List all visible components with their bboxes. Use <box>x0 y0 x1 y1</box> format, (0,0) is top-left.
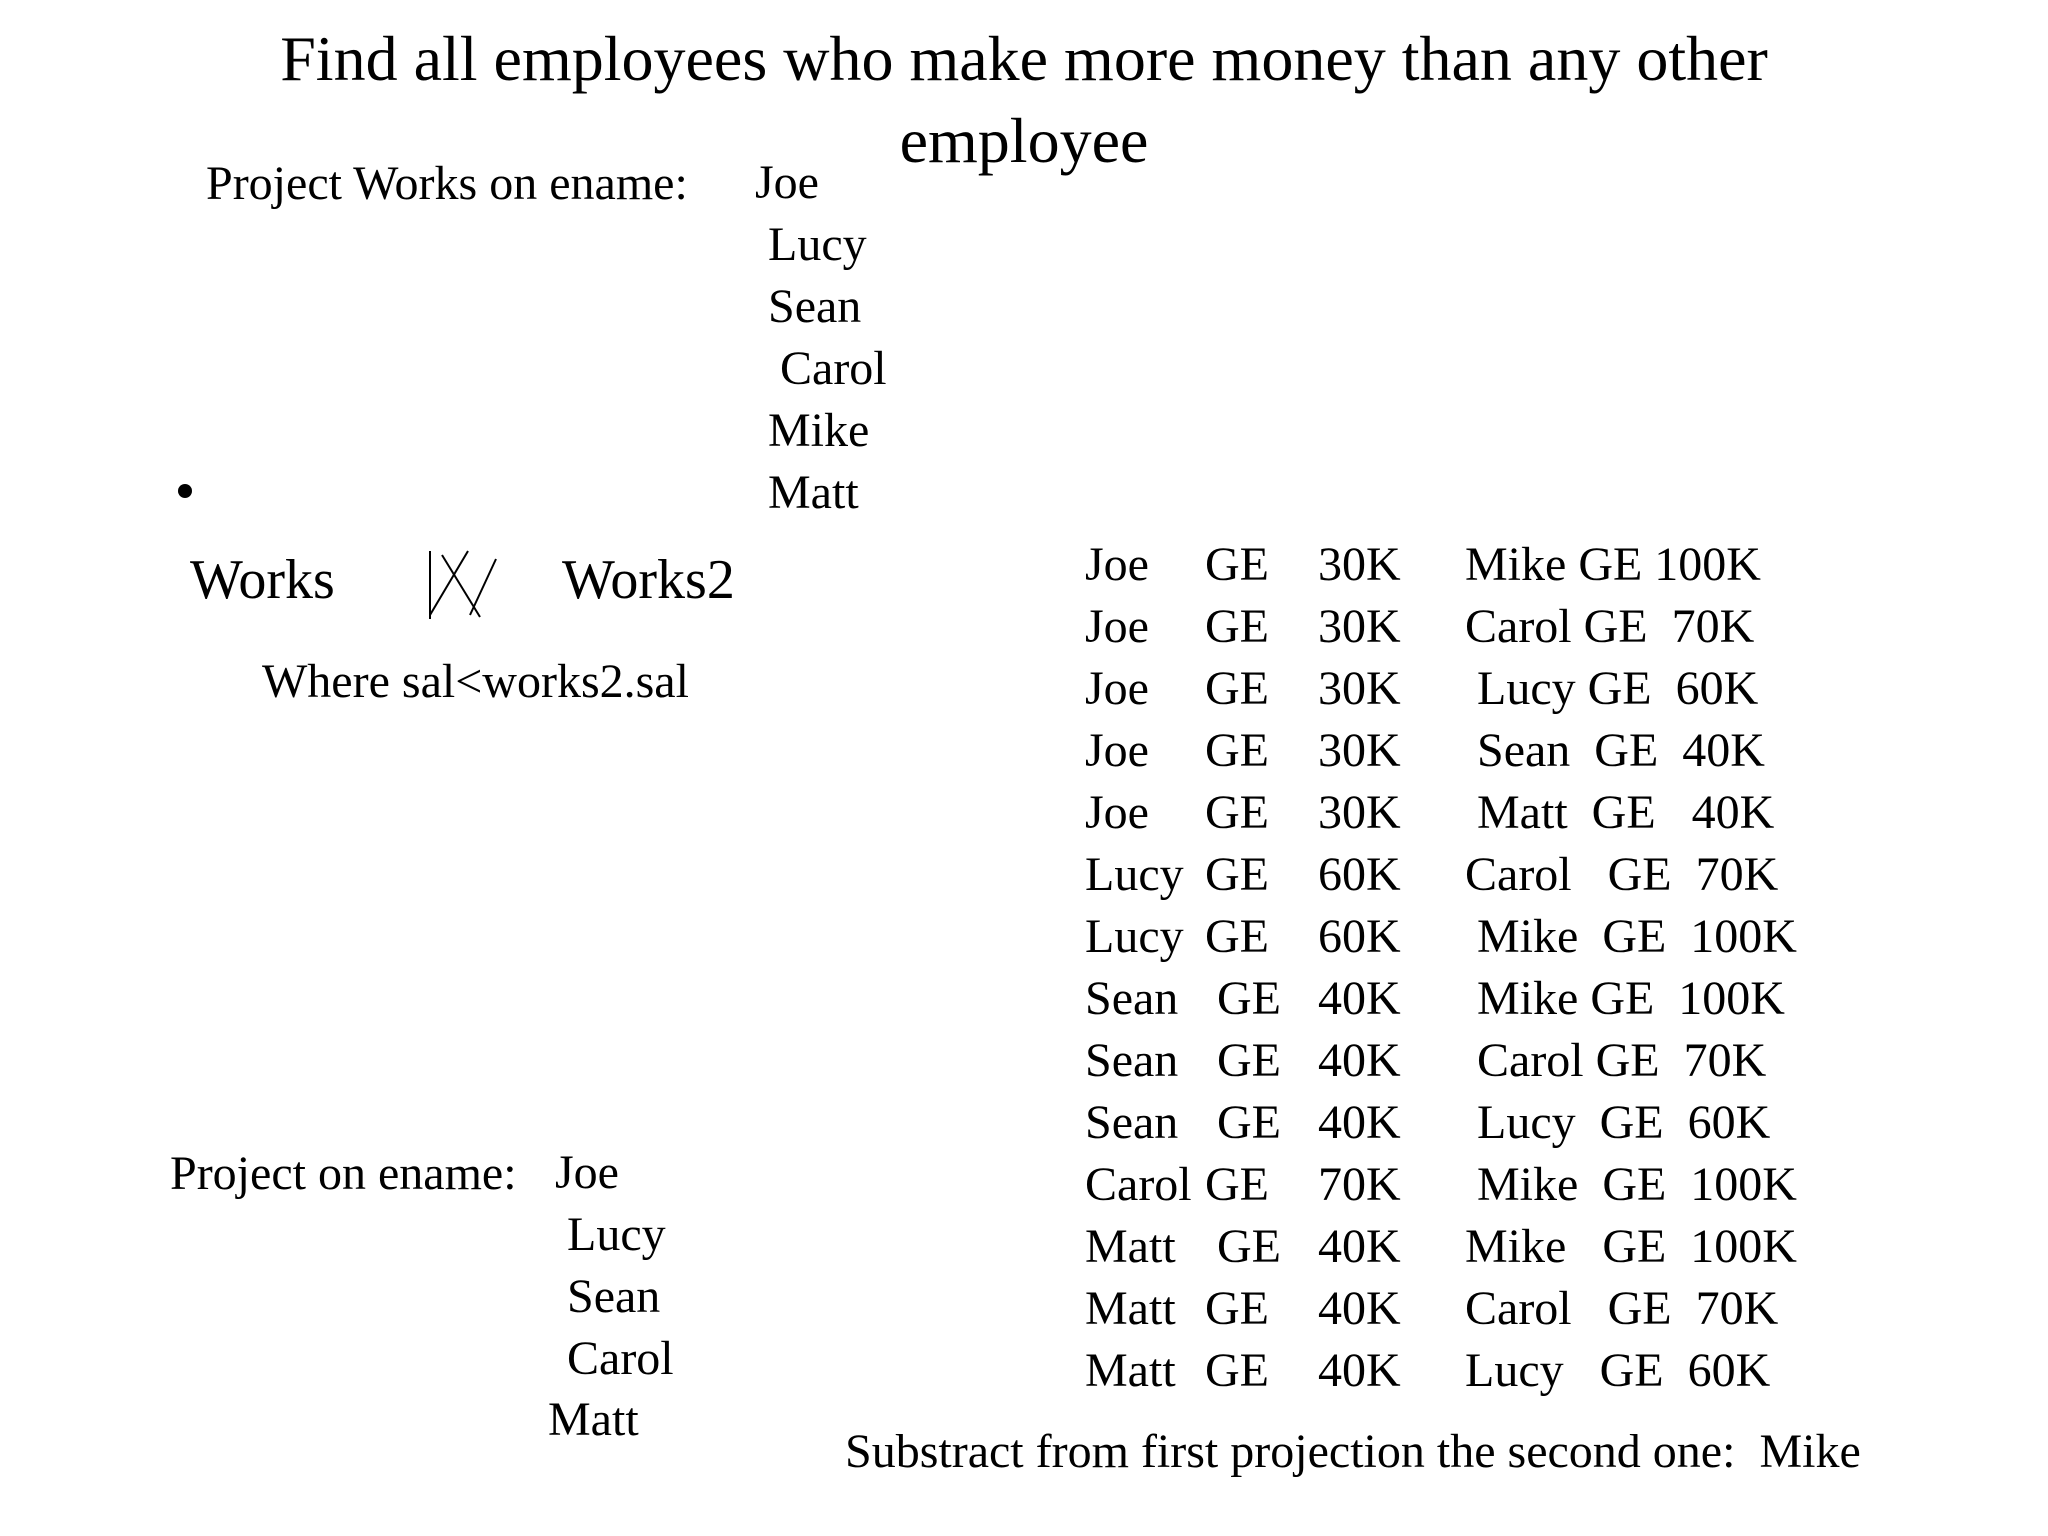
table-cell: Mike GE 100K <box>1465 538 1761 591</box>
slide-title-line-2: employee <box>899 105 1149 176</box>
projection2-name: Matt <box>548 1393 639 1446</box>
projection1-name: Sean <box>768 280 862 333</box>
table-cell: 40K <box>1318 1344 1401 1397</box>
projection2-names-first <box>555 1142 619 1204</box>
projection1-name: Mike <box>768 404 870 457</box>
projection1-name: Carol <box>768 342 887 395</box>
result-table-works2-col <box>1465 534 1797 1402</box>
join-left-relation: Works <box>190 549 335 611</box>
result-table-salary-col <box>1318 534 1401 1402</box>
table-cell: Carol GE 70K <box>1465 848 1779 901</box>
table-cell: Joe <box>1085 724 1149 777</box>
table-cell: GE <box>1205 910 1269 963</box>
table-cell: Lucy GE 60K <box>1465 1096 1771 1149</box>
table-cell: GE <box>1205 1096 1281 1149</box>
table-cell: GE <box>1205 786 1269 839</box>
table-cell: GE <box>1205 1282 1269 1335</box>
table-cell: Carol GE 70K <box>1465 1034 1767 1087</box>
projection1-names <box>755 152 819 214</box>
table-cell: GE <box>1205 848 1269 901</box>
table-cell: Lucy <box>1085 848 1184 901</box>
table-cell: 40K <box>1318 1034 1401 1087</box>
projection2-name: Joe <box>555 1146 619 1199</box>
projection2-name: Sean <box>555 1270 661 1323</box>
table-cell: Joe <box>1085 786 1149 839</box>
table-cell: Mike GE 100K <box>1465 1220 1797 1273</box>
table-cell: GE <box>1205 662 1269 715</box>
slide-title-line-1: Find all employees who make more money than any other <box>280 23 1768 94</box>
table-cell: Lucy GE 60K <box>1465 1344 1771 1397</box>
table-cell: 30K <box>1318 724 1401 777</box>
table-cell: Matt <box>1085 1344 1176 1397</box>
table-cell: Sean GE 40K <box>1465 724 1765 777</box>
table-cell: Joe <box>1085 600 1149 653</box>
table-cell: Lucy GE 60K <box>1465 662 1759 715</box>
table-cell: Mike GE 100K <box>1465 972 1785 1025</box>
table-cell: 40K <box>1318 1282 1401 1335</box>
theta-join-icon <box>420 545 500 625</box>
table-cell: GE <box>1205 1034 1281 1087</box>
projection1-name: Joe <box>755 156 819 209</box>
projection1-name: Matt <box>768 466 859 519</box>
table-cell: 70K <box>1318 1158 1401 1211</box>
table-cell: Lucy <box>1085 910 1184 963</box>
projection2-name: Lucy <box>555 1208 666 1261</box>
join-right-relation: Works2 <box>562 549 735 611</box>
table-cell: Joe <box>1085 538 1149 591</box>
table-cell: 30K <box>1318 662 1401 715</box>
table-cell: Sean <box>1085 1034 1179 1087</box>
table-cell: 60K <box>1318 848 1401 901</box>
projection1-names-rest <box>768 214 887 524</box>
projection2-name: Carol <box>555 1332 674 1385</box>
table-cell: 30K <box>1318 538 1401 591</box>
table-cell: 40K <box>1318 972 1401 1025</box>
projection1-name: Lucy <box>768 218 867 271</box>
projection1-label: Project Works on ename: <box>206 157 688 210</box>
table-cell: GE <box>1205 600 1269 653</box>
table-cell: Mike GE 100K <box>1465 910 1797 963</box>
table-cell: Matt <box>1085 1220 1176 1273</box>
table-cell: Carol GE 70K <box>1465 1282 1779 1335</box>
result-table-name-col <box>1085 534 1192 1402</box>
table-cell: GE <box>1205 1158 1269 1211</box>
table-cell: GE <box>1205 1344 1269 1397</box>
table-cell: Joe <box>1085 662 1149 715</box>
table-cell: GE <box>1205 538 1269 591</box>
table-cell: Mike GE 100K <box>1465 1158 1797 1211</box>
table-cell: Matt <box>1085 1282 1176 1335</box>
join-condition: Where sal<works2.sal <box>262 655 689 708</box>
result-table-company-col <box>1205 534 1281 1402</box>
table-cell: Carol GE 70K <box>1465 600 1755 653</box>
projection2-label: Project on ename: <box>170 1147 517 1200</box>
table-cell: Carol <box>1085 1158 1192 1211</box>
table-cell: 60K <box>1318 910 1401 963</box>
conclusion-text: Substract from first projection the second one: Mike <box>845 1425 1861 1478</box>
table-cell: 40K <box>1318 1220 1401 1273</box>
table-cell: 30K <box>1318 786 1401 839</box>
bullet-point <box>178 484 192 498</box>
table-cell: GE <box>1205 1220 1281 1273</box>
table-cell: Sean <box>1085 972 1179 1025</box>
table-cell: Sean <box>1085 1096 1179 1149</box>
table-cell: GE <box>1205 724 1269 777</box>
table-cell: 30K <box>1318 600 1401 653</box>
table-cell: Matt GE 40K <box>1465 786 1775 839</box>
projection2-names-rest <box>555 1204 674 1390</box>
table-cell: 40K <box>1318 1096 1401 1149</box>
table-cell: GE <box>1205 972 1281 1025</box>
